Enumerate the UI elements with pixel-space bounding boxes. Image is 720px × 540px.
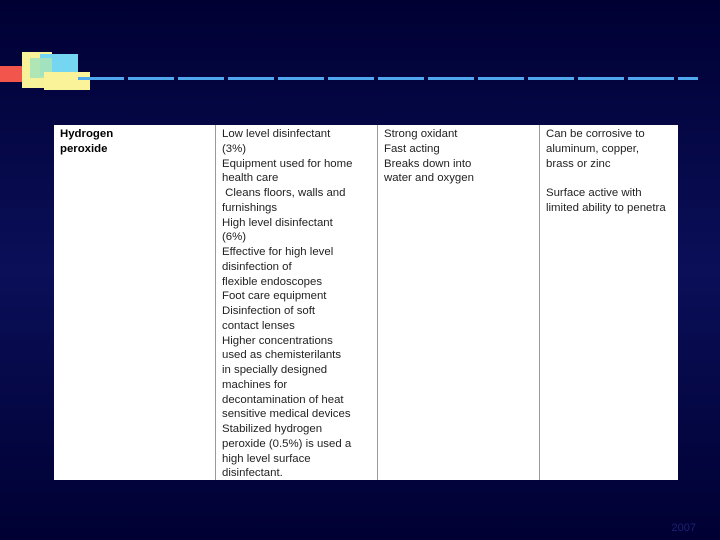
header-dashed-rule <box>78 77 698 80</box>
uses-line: decontamination of heat <box>222 393 344 406</box>
agent-name-line: Hydrogen <box>60 128 114 140</box>
footer-year: 2007 <box>671 522 696 534</box>
disadvantages-line: limited ability to penetra <box>546 201 666 214</box>
uses-line: Low level disinfectant <box>222 128 331 140</box>
agent-name-line: peroxide <box>60 142 108 155</box>
logo-block-yellow-lower <box>44 72 90 90</box>
disadvantages-line: aluminum, copper, <box>546 142 640 155</box>
disadvantages-line: Surface active with <box>546 187 642 199</box>
disadvantages-cell <box>540 125 679 480</box>
uses-line: (3%) <box>222 142 247 155</box>
advantages-line: Fast acting <box>384 142 440 155</box>
uses-line: High level disinfectant <box>222 216 333 229</box>
uses-line: flexible endoscopes <box>222 275 323 288</box>
uses-line: used as chemisterilants <box>222 349 342 362</box>
uses-line: health care <box>222 172 279 185</box>
disinfectant-table <box>54 125 678 480</box>
uses-line: machines for <box>222 378 288 391</box>
uses-line: (6%) <box>222 231 247 244</box>
uses-line: in specially designed <box>222 364 328 376</box>
uses-line: disinfectant. <box>222 467 283 480</box>
advantages-cell <box>378 125 540 480</box>
table-row <box>54 125 678 480</box>
uses-line: peroxide (0.5%) is used a <box>222 437 352 450</box>
uses-line: contact lenses <box>222 319 295 332</box>
advantages-line: Strong oxidant <box>384 128 458 140</box>
advantages-line: water and oxygen <box>384 172 474 185</box>
uses-line: Higher concentrations <box>222 334 333 347</box>
uses-line: Equipment used for home <box>222 157 353 170</box>
uses-line: Foot care equipment <box>222 290 327 303</box>
disadvantages-line: Can be corrosive to <box>546 128 645 140</box>
uses-line: Disinfection of soft <box>222 305 316 317</box>
paragraph-gap <box>546 171 672 186</box>
uses-line: Effective for high level <box>222 246 334 258</box>
uses-line: furnishings <box>222 201 278 214</box>
uses-cell <box>216 125 378 480</box>
uses-line: high level surface <box>222 452 311 465</box>
agent-name-cell <box>54 125 216 480</box>
disadvantages-line: brass or zinc <box>546 157 611 170</box>
uses-line: disinfection of <box>222 260 292 273</box>
uses-line: Cleans floors, walls and <box>222 187 346 199</box>
advantages-line: Breaks down into <box>384 157 472 170</box>
uses-line: sensitive medical devices <box>222 408 351 421</box>
uses-line: Stabilized hydrogen <box>222 423 323 435</box>
